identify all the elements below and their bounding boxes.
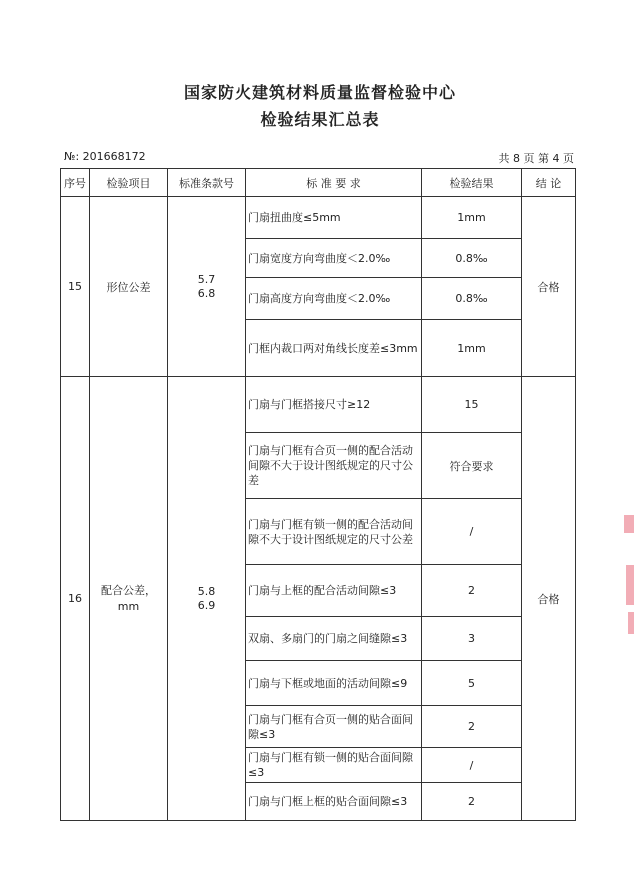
requirement: 门扇与下框或地面的活动间隙≤9 [246,661,422,706]
result: 0.8‰ [422,239,522,278]
col-header-result: 检验结果 [422,169,522,197]
requirement: 门框内裁口两对角线长度差≤3mm [246,320,422,377]
col-header-conclusion: 结 论 [522,169,576,197]
result: / [422,748,522,783]
item-number: 15 [61,197,90,377]
requirement: 门扇与门框有合页一侧的贴合面间隙≤3 [246,706,422,748]
result: 5 [422,661,522,706]
col-header-no: 序号 [61,169,90,197]
result: / [422,499,522,565]
result: 15 [422,377,522,433]
requirement: 门扇宽度方向弯曲度＜2.0‰ [246,239,422,278]
page-info: 共 8 页 第 4 页 [498,152,574,165]
result: 1mm [422,320,522,377]
results-table [60,168,576,821]
clause-number: 6.9 [197,598,216,612]
result: 2 [422,783,522,821]
requirement: 门扇扭曲度≤5mm [246,197,422,239]
result: 2 [422,706,522,748]
col-header-requirement: 标 准 要 求 [246,169,422,197]
result: 符合要求 [422,433,522,499]
requirement: 双扇、多扇门的门扇之间缝隙≤3 [246,617,422,661]
result: 0.8‰ [422,278,522,320]
requirement: 门扇与上框的配合活动间隙≤3 [246,565,422,617]
requirement: 门扇与门框有锁一侧的配合活动间隙不大于设计图纸规定的尺寸公差 [246,499,422,565]
col-header-item: 检验项目 [90,169,168,197]
requirement: 门扇与门框有锁一侧的贴合面间隙≤3 [246,748,422,783]
table-header-row [61,169,576,197]
table-row [61,197,576,239]
clause-numbers [168,197,246,377]
stamp-mark [626,565,634,605]
clause-number: 6.8 [197,286,216,300]
clause-number: 5.7 [197,272,216,286]
item-name: 配合公差，mm [90,377,168,821]
item-number: 16 [61,377,90,821]
clause-number: 5.8 [197,584,216,598]
col-header-clause: 标准条款号 [168,169,246,197]
requirement: 门扇与门框有合页一侧的配合活动间隙不大于设计图纸规定的尺寸公差 [246,433,422,499]
table-row [61,377,576,433]
report-number: №: 201668172 [64,150,146,163]
stamp-mark [624,515,634,533]
result: 1mm [422,197,522,239]
stamp-mark [628,612,634,634]
conclusion: 合格 [522,197,576,377]
clause-numbers [168,377,246,821]
item-name: 形位公差 [90,197,168,377]
requirement: 门扇高度方向弯曲度＜2.0‰ [246,278,422,320]
requirement: 门扇与门框搭接尺寸≥12 [246,377,422,433]
requirement: 门扇与门框上框的贴合面间隙≤3 [246,783,422,821]
result: 2 [422,565,522,617]
result: 3 [422,617,522,661]
conclusion: 合格 [522,377,576,821]
org-title: 国家防火建筑材料质量监督检验中心 [183,83,456,102]
doc-title: 检验结果汇总表 [260,110,380,129]
